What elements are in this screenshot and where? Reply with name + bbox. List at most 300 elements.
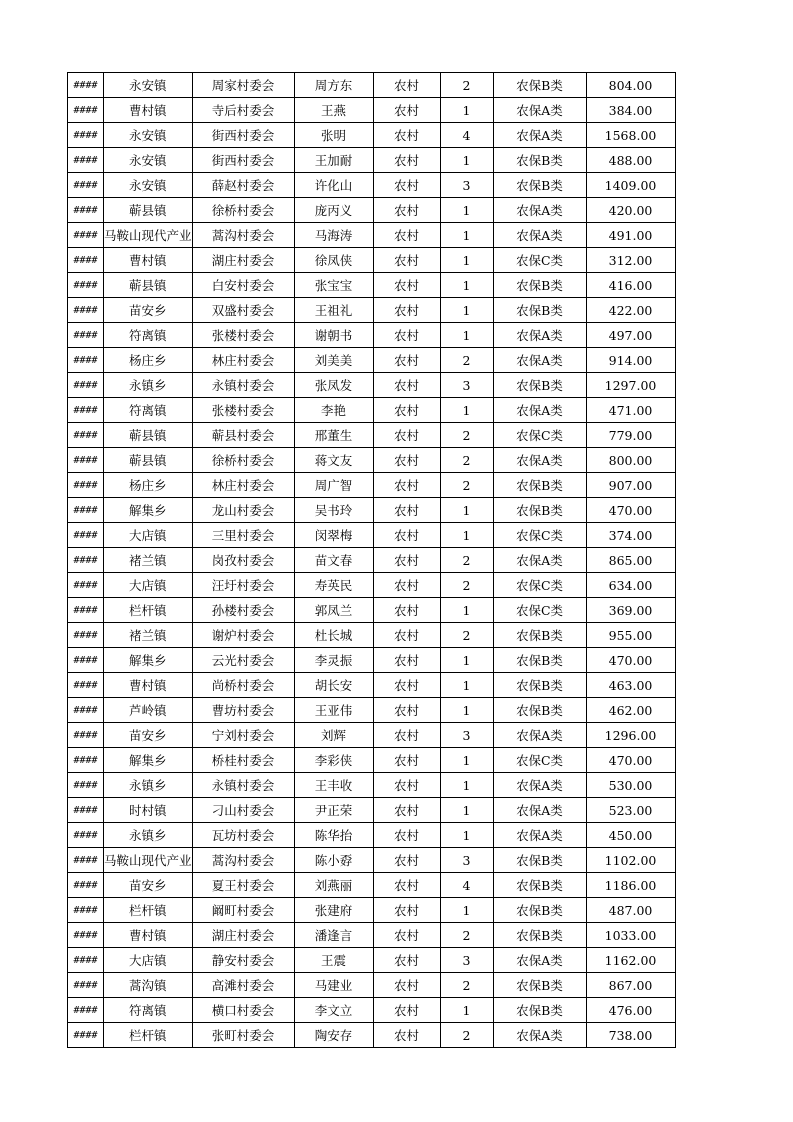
cell-id: #### [68,398,104,423]
cell-category: 农保B类 [493,873,586,898]
cell-amount: 450.00 [586,823,675,848]
cell-type: 农村 [373,848,440,873]
cell-count: 2 [440,348,493,373]
cell-amount: 420.00 [586,198,675,223]
table-row [68,348,676,373]
table-row [68,748,676,773]
cell-name: 王燕 [294,98,373,123]
cell-category: 农保C类 [493,748,586,773]
cell-type: 农村 [373,998,440,1023]
cell-village: 薛赵村委会 [192,173,294,198]
cell-name: 马海涛 [294,223,373,248]
cell-count: 3 [440,373,493,398]
cell-count: 2 [440,423,493,448]
cell-id: #### [68,598,104,623]
cell-town: 时村镇 [104,798,193,823]
cell-amount: 374.00 [586,523,675,548]
cell-village: 横口村委会 [192,998,294,1023]
cell-id: #### [68,923,104,948]
cell-count: 1 [440,148,493,173]
cell-type: 农村 [373,98,440,123]
cell-type: 农村 [373,923,440,948]
cell-type: 农村 [373,473,440,498]
cell-village: 夏王村委会 [192,873,294,898]
cell-type: 农村 [373,948,440,973]
cell-amount: 1297.00 [586,373,675,398]
cell-category: 农保A类 [493,723,586,748]
cell-village: 云光村委会 [192,648,294,673]
cell-name: 刘辉 [294,723,373,748]
cell-town: 大店镇 [104,573,193,598]
cell-count: 1 [440,298,493,323]
cell-name: 王亚伟 [294,698,373,723]
cell-town: 栏杆镇 [104,1023,193,1048]
cell-name: 周广智 [294,473,373,498]
cell-town: 马鞍山现代产业 [104,848,193,873]
cell-id: #### [68,273,104,298]
table-row [68,1023,676,1048]
cell-amount: 1033.00 [586,923,675,948]
cell-amount: 867.00 [586,973,675,998]
cell-count: 2 [440,448,493,473]
cell-village: 张楼村委会 [192,323,294,348]
cell-amount: 491.00 [586,223,675,248]
cell-name: 李文立 [294,998,373,1023]
cell-type: 农村 [373,798,440,823]
cell-name: 潘逢言 [294,923,373,948]
cell-count: 2 [440,1023,493,1048]
table-row [68,398,676,423]
cell-town: 大店镇 [104,948,193,973]
cell-count: 2 [440,973,493,998]
cell-category: 农保B类 [493,273,586,298]
cell-id: #### [68,73,104,98]
cell-category: 农保A类 [493,123,586,148]
cell-town: 永安镇 [104,123,193,148]
cell-count: 4 [440,873,493,898]
cell-amount: 1296.00 [586,723,675,748]
cell-type: 农村 [373,573,440,598]
cell-type: 农村 [373,298,440,323]
cell-category: 农保C类 [493,573,586,598]
cell-category: 农保B类 [493,298,586,323]
cell-category: 农保A类 [493,1023,586,1048]
table-row [68,948,676,973]
cell-id: #### [68,1023,104,1048]
cell-town: 永镇乡 [104,773,193,798]
cell-village: 双盛村委会 [192,298,294,323]
cell-type: 农村 [373,373,440,398]
cell-id: #### [68,998,104,1023]
cell-id: #### [68,698,104,723]
cell-category: 农保A类 [493,823,586,848]
cell-amount: 907.00 [586,473,675,498]
cell-category: 农保A类 [493,348,586,373]
cell-type: 农村 [373,723,440,748]
table-row [68,998,676,1023]
cell-name: 王丰收 [294,773,373,798]
cell-amount: 1102.00 [586,848,675,873]
table-row [68,523,676,548]
table-row [68,698,676,723]
cell-village: 张楼村委会 [192,398,294,423]
cell-id: #### [68,948,104,973]
cell-name: 陶安存 [294,1023,373,1048]
table-row [68,323,676,348]
cell-name: 吴书玲 [294,498,373,523]
cell-category: 农保A类 [493,323,586,348]
cell-village: 徐桥村委会 [192,448,294,473]
cell-id: #### [68,648,104,673]
cell-count: 1 [440,698,493,723]
cell-amount: 384.00 [586,98,675,123]
cell-count: 2 [440,923,493,948]
cell-village: 蒿沟村委会 [192,223,294,248]
cell-category: 农保B类 [493,148,586,173]
cell-category: 农保B类 [493,698,586,723]
cell-village: 桥桂村委会 [192,748,294,773]
table-row [68,898,676,923]
cell-village: 尚桥村委会 [192,673,294,698]
cell-town: 永安镇 [104,73,193,98]
cell-id: #### [68,323,104,348]
cell-type: 农村 [373,748,440,773]
table-row [68,448,676,473]
cell-name: 胡长安 [294,673,373,698]
cell-village: 汪圩村委会 [192,573,294,598]
cell-category: 农保B类 [493,998,586,1023]
cell-name: 张凤发 [294,373,373,398]
cell-type: 农村 [373,973,440,998]
cell-town: 蕲县镇 [104,423,193,448]
cell-count: 1 [440,748,493,773]
cell-amount: 312.00 [586,248,675,273]
cell-id: #### [68,223,104,248]
cell-town: 曹村镇 [104,98,193,123]
cell-id: #### [68,473,104,498]
cell-amount: 738.00 [586,1023,675,1048]
cell-category: 农保A类 [493,98,586,123]
cell-town: 杨庄乡 [104,473,193,498]
cell-town: 永镇乡 [104,373,193,398]
cell-name: 李灵振 [294,648,373,673]
cell-town: 褚兰镇 [104,548,193,573]
cell-amount: 1162.00 [586,948,675,973]
cell-category: 农保B类 [493,473,586,498]
cell-category: 农保A类 [493,448,586,473]
cell-id: #### [68,173,104,198]
cell-count: 1 [440,673,493,698]
cell-amount: 865.00 [586,548,675,573]
cell-town: 符离镇 [104,323,193,348]
cell-count: 4 [440,123,493,148]
cell-village: 寺后村委会 [192,98,294,123]
cell-name: 徐凤侠 [294,248,373,273]
table-row [68,648,676,673]
table-row [68,373,676,398]
cell-id: #### [68,973,104,998]
cell-id: #### [68,148,104,173]
cell-count: 1 [440,898,493,923]
cell-name: 蒋文友 [294,448,373,473]
cell-id: #### [68,298,104,323]
cell-count: 1 [440,398,493,423]
cell-count: 3 [440,173,493,198]
cell-id: #### [68,848,104,873]
cell-count: 1 [440,648,493,673]
table-row [68,498,676,523]
cell-village: 湖庄村委会 [192,248,294,273]
cell-name: 李彩侠 [294,748,373,773]
cell-amount: 487.00 [586,898,675,923]
cell-name: 杜长城 [294,623,373,648]
table-row [68,623,676,648]
cell-type: 农村 [373,698,440,723]
cell-category: 农保A类 [493,948,586,973]
cell-type: 农村 [373,223,440,248]
cell-name: 李艳 [294,398,373,423]
cell-town: 大店镇 [104,523,193,548]
cell-type: 农村 [373,148,440,173]
data-table [67,72,676,1048]
table-row [68,298,676,323]
cell-name: 王祖礼 [294,298,373,323]
cell-count: 2 [440,73,493,98]
cell-id: #### [68,498,104,523]
cell-village: 高滩村委会 [192,973,294,998]
cell-village: 岗孜村委会 [192,548,294,573]
cell-count: 2 [440,473,493,498]
table-row [68,273,676,298]
cell-village: 龙山村委会 [192,498,294,523]
cell-category: 农保B类 [493,898,586,923]
cell-category: 农保A类 [493,198,586,223]
table-row [68,98,676,123]
table-row [68,173,676,198]
cell-id: #### [68,873,104,898]
cell-name: 庞丙义 [294,198,373,223]
cell-amount: 955.00 [586,623,675,648]
cell-count: 2 [440,573,493,598]
cell-village: 静安村委会 [192,948,294,973]
cell-town: 褚兰镇 [104,623,193,648]
cell-village: 宁刘村委会 [192,723,294,748]
cell-village: 瓦坊村委会 [192,823,294,848]
cell-id: #### [68,98,104,123]
cell-count: 3 [440,848,493,873]
cell-amount: 530.00 [586,773,675,798]
cell-type: 农村 [373,73,440,98]
cell-name: 张宝宝 [294,273,373,298]
cell-id: #### [68,623,104,648]
cell-type: 农村 [373,548,440,573]
cell-village: 张町村委会 [192,1023,294,1048]
cell-name: 苗文春 [294,548,373,573]
cell-amount: 488.00 [586,148,675,173]
cell-town: 蕲县镇 [104,448,193,473]
table-row [68,73,676,98]
cell-category: 农保A类 [493,798,586,823]
cell-category: 农保A类 [493,548,586,573]
cell-village: 蒿沟村委会 [192,848,294,873]
cell-count: 1 [440,223,493,248]
table-row [68,798,676,823]
cell-category: 农保C类 [493,423,586,448]
cell-category: 农保C类 [493,248,586,273]
cell-id: #### [68,798,104,823]
cell-town: 解集乡 [104,648,193,673]
cell-village: 湖庄村委会 [192,923,294,948]
cell-count: 1 [440,98,493,123]
cell-village: 永镇村委会 [192,373,294,398]
cell-count: 1 [440,773,493,798]
cell-village: 周家村委会 [192,73,294,98]
cell-name: 闵翠梅 [294,523,373,548]
table-row [68,723,676,748]
cell-count: 1 [440,248,493,273]
cell-type: 农村 [373,173,440,198]
table-row [68,773,676,798]
cell-town: 曹村镇 [104,673,193,698]
cell-town: 蕲县镇 [104,273,193,298]
cell-id: #### [68,373,104,398]
cell-town: 苗安乡 [104,873,193,898]
cell-id: #### [68,673,104,698]
cell-town: 杨庄乡 [104,348,193,373]
table-row [68,923,676,948]
cell-id: #### [68,773,104,798]
cell-name: 王震 [294,948,373,973]
cell-name: 寿英民 [294,573,373,598]
table-row [68,473,676,498]
cell-id: #### [68,548,104,573]
cell-category: 农保B类 [493,923,586,948]
cell-name: 许化山 [294,173,373,198]
cell-town: 蒿沟镇 [104,973,193,998]
cell-village: 林庄村委会 [192,348,294,373]
cell-town: 永镇乡 [104,823,193,848]
cell-amount: 914.00 [586,348,675,373]
cell-town: 解集乡 [104,498,193,523]
cell-amount: 1186.00 [586,873,675,898]
cell-amount: 1568.00 [586,123,675,148]
cell-amount: 523.00 [586,798,675,823]
cell-town: 曹村镇 [104,248,193,273]
cell-category: 农保C类 [493,598,586,623]
cell-category: 农保B类 [493,973,586,998]
table-row [68,673,676,698]
cell-category: 农保B类 [493,498,586,523]
cell-village: 谢炉村委会 [192,623,294,648]
cell-type: 农村 [373,523,440,548]
cell-count: 1 [440,598,493,623]
cell-type: 农村 [373,498,440,523]
cell-amount: 1409.00 [586,173,675,198]
cell-category: 农保B类 [493,648,586,673]
cell-name: 马建业 [294,973,373,998]
cell-count: 1 [440,998,493,1023]
cell-category: 农保B类 [493,73,586,98]
cell-category: 农保A类 [493,773,586,798]
cell-village: 街西村委会 [192,123,294,148]
table-body [68,73,676,1048]
cell-village: 街西村委会 [192,148,294,173]
cell-type: 农村 [373,773,440,798]
cell-count: 3 [440,948,493,973]
cell-amount: 462.00 [586,698,675,723]
cell-town: 蕲县镇 [104,198,193,223]
cell-category: 农保A类 [493,223,586,248]
cell-town: 栏杆镇 [104,598,193,623]
cell-amount: 779.00 [586,423,675,448]
cell-id: #### [68,248,104,273]
cell-amount: 463.00 [586,673,675,698]
cell-category: 农保B类 [493,173,586,198]
cell-type: 农村 [373,448,440,473]
cell-name: 周方东 [294,73,373,98]
cell-type: 农村 [373,623,440,648]
cell-name: 刘燕丽 [294,873,373,898]
cell-count: 1 [440,198,493,223]
cell-village: 刁山村委会 [192,798,294,823]
cell-name: 郭凤兰 [294,598,373,623]
cell-type: 农村 [373,273,440,298]
cell-name: 尹正荣 [294,798,373,823]
cell-category: 农保B类 [493,373,586,398]
table-row [68,198,676,223]
cell-category: 农保C类 [493,523,586,548]
cell-count: 1 [440,323,493,348]
cell-village: 白安村委会 [192,273,294,298]
cell-amount: 470.00 [586,498,675,523]
table-row [68,973,676,998]
cell-name: 王加耐 [294,148,373,173]
table-row [68,873,676,898]
cell-id: #### [68,348,104,373]
cell-type: 农村 [373,1023,440,1048]
cell-count: 3 [440,723,493,748]
cell-type: 农村 [373,423,440,448]
table-row [68,848,676,873]
cell-category: 农保A类 [493,398,586,423]
cell-name: 陈小孬 [294,848,373,873]
cell-name: 谢朝书 [294,323,373,348]
table-row [68,148,676,173]
cell-village: 徐桥村委会 [192,198,294,223]
cell-count: 1 [440,823,493,848]
cell-amount: 471.00 [586,398,675,423]
cell-town: 符离镇 [104,998,193,1023]
cell-id: #### [68,523,104,548]
cell-town: 永安镇 [104,148,193,173]
cell-town: 栏杆镇 [104,898,193,923]
cell-type: 农村 [373,398,440,423]
cell-id: #### [68,748,104,773]
table-row [68,598,676,623]
cell-count: 1 [440,273,493,298]
cell-count: 1 [440,798,493,823]
cell-id: #### [68,123,104,148]
cell-town: 马鞍山现代产业 [104,223,193,248]
cell-village: 孙楼村委会 [192,598,294,623]
cell-name: 张明 [294,123,373,148]
cell-town: 曹村镇 [104,923,193,948]
cell-town: 符离镇 [104,398,193,423]
cell-id: #### [68,723,104,748]
cell-amount: 497.00 [586,323,675,348]
cell-amount: 470.00 [586,748,675,773]
cell-type: 农村 [373,123,440,148]
